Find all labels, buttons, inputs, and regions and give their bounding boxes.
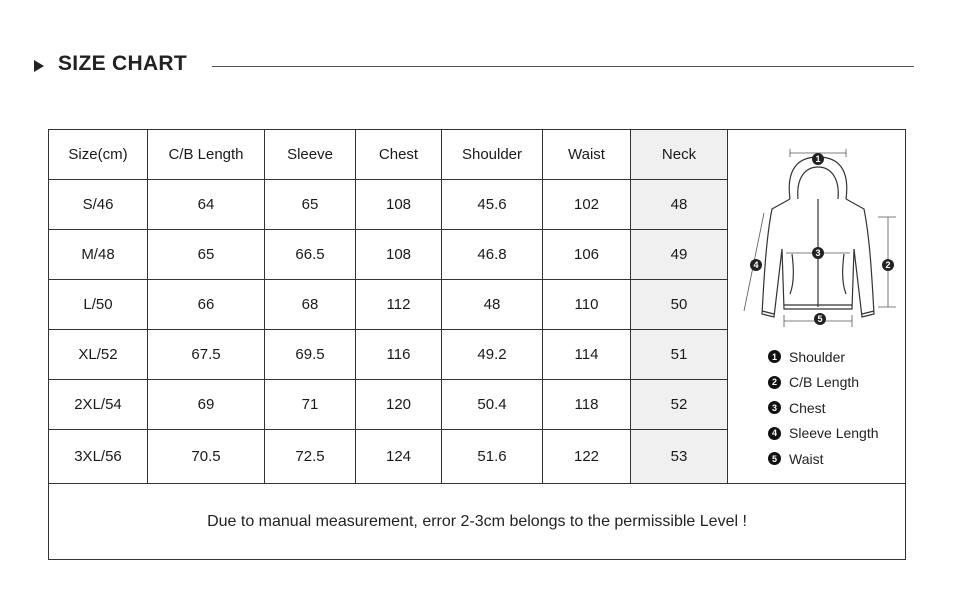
measurement-note: Due to manual measurement, error 2-3cm belongs to the permissible Level ! [207, 513, 747, 530]
number-2-icon: 2 [768, 376, 781, 389]
cell-shoulder: 50.4 [442, 380, 543, 430]
legend-item [768, 446, 908, 472]
cell-size: XL/52 [49, 330, 148, 380]
col-header-cb-length: C/B Length [148, 130, 265, 180]
table-header-row [49, 130, 728, 180]
legend-label: Sleeve Length [789, 425, 879, 442]
cell-cb-length: 70.5 [148, 430, 265, 484]
cell-shoulder: 45.6 [442, 180, 543, 230]
cell-cb-length: 65 [148, 230, 265, 280]
number-5-icon: 5 [768, 452, 781, 465]
cell-waist: 122 [543, 430, 631, 484]
cell-neck: 50 [631, 280, 728, 330]
cell-neck: 52 [631, 380, 728, 430]
cell-chest: 108 [356, 180, 442, 230]
cell-chest: 108 [356, 230, 442, 280]
col-header-sleeve: Sleeve [265, 130, 356, 180]
cell-sleeve: 72.5 [265, 430, 356, 484]
col-header-chest: Chest [356, 130, 442, 180]
cell-chest: 124 [356, 430, 442, 484]
cell-chest: 112 [356, 280, 442, 330]
legend-item [768, 395, 908, 421]
cell-waist: 118 [543, 380, 631, 430]
cell-sleeve: 71 [265, 380, 356, 430]
marker-3-label: 3 [815, 248, 821, 258]
cell-waist: 106 [543, 230, 631, 280]
legend-label: C/B Length [789, 374, 860, 391]
legend-item [768, 421, 908, 447]
marker-1-label: 1 [815, 154, 821, 164]
cell-cb-length: 69 [148, 380, 265, 430]
cell-size: S/46 [49, 180, 148, 230]
number-3-icon: 3 [768, 401, 781, 414]
cell-size: M/48 [49, 230, 148, 280]
cell-size: 3XL/56 [49, 430, 148, 484]
cell-size: L/50 [49, 280, 148, 330]
table-row [49, 330, 728, 380]
cell-sleeve: 68 [265, 280, 356, 330]
cell-chest: 120 [356, 380, 442, 430]
legend-label: Waist [789, 450, 824, 467]
marker-2-label: 2 [885, 260, 891, 270]
cell-sleeve: 65 [265, 180, 356, 230]
table-row [49, 230, 728, 280]
legend-item [768, 344, 908, 370]
number-1-icon: 1 [768, 350, 781, 363]
size-table [48, 129, 728, 484]
play-arrow-icon [34, 60, 44, 72]
cell-shoulder: 46.8 [442, 230, 543, 280]
header-divider [212, 66, 914, 67]
table-row [49, 430, 728, 484]
col-header-waist: Waist [543, 130, 631, 180]
legend-label: Chest [789, 399, 826, 416]
legend-item [768, 370, 908, 396]
cell-shoulder: 51.6 [442, 430, 543, 484]
size-chart-header [34, 50, 914, 82]
cell-shoulder: 48 [442, 280, 543, 330]
hoodie-diagram-icon [728, 129, 906, 334]
marker-5-label: 5 [817, 314, 823, 324]
cell-cb-length: 67.5 [148, 330, 265, 380]
col-header-neck: Neck [631, 130, 728, 180]
cell-neck: 48 [631, 180, 728, 230]
cell-waist: 110 [543, 280, 631, 330]
cell-sleeve: 69.5 [265, 330, 356, 380]
cell-waist: 114 [543, 330, 631, 380]
cell-sleeve: 66.5 [265, 230, 356, 280]
measurement-guide [728, 129, 906, 483]
cell-size: 2XL/54 [49, 380, 148, 430]
cell-cb-length: 64 [148, 180, 265, 230]
cell-neck: 49 [631, 230, 728, 280]
cell-cb-length: 66 [148, 280, 265, 330]
table-row [49, 380, 728, 430]
cell-neck: 51 [631, 330, 728, 380]
cell-chest: 116 [356, 330, 442, 380]
page-title: SIZE CHART [58, 52, 187, 75]
table-row [49, 280, 728, 330]
table-row [49, 180, 728, 230]
cell-waist: 102 [543, 180, 631, 230]
cell-shoulder: 49.2 [442, 330, 543, 380]
number-4-icon: 4 [768, 427, 781, 440]
marker-4-label: 4 [753, 260, 759, 270]
col-header-shoulder: Shoulder [442, 130, 543, 180]
legend-label: Shoulder [789, 348, 846, 365]
cell-neck: 53 [631, 430, 728, 484]
measurement-legend [768, 344, 908, 472]
col-header-size: Size(cm) [49, 130, 148, 180]
